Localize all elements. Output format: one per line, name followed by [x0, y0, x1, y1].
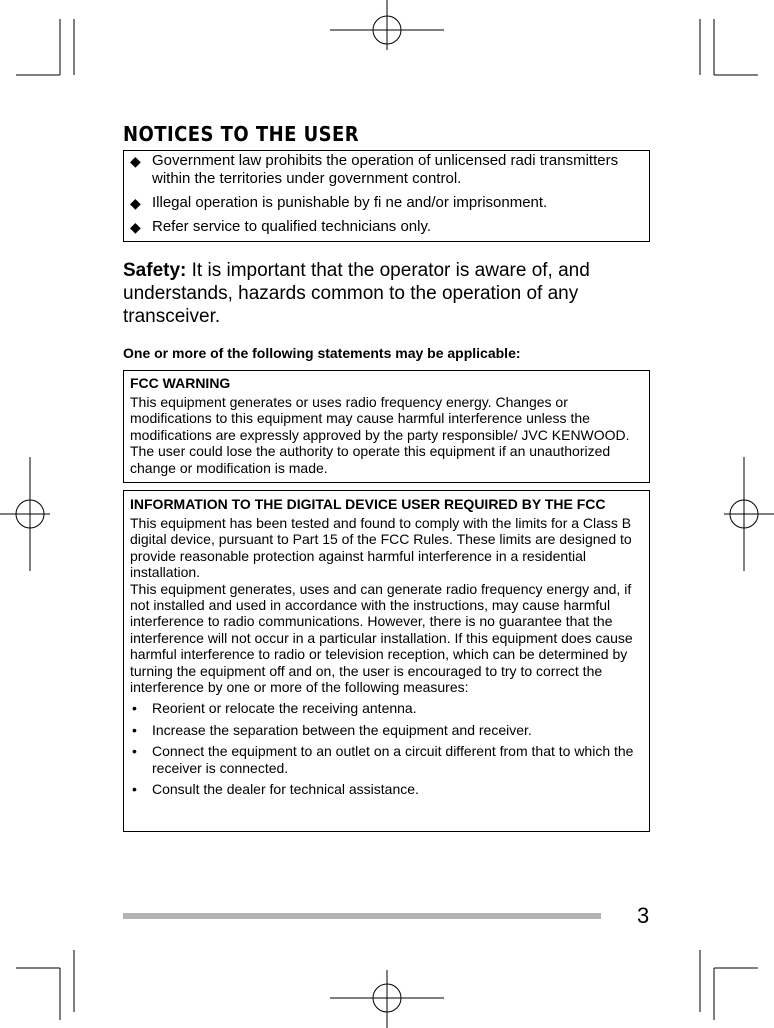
notice-item — [130, 152, 643, 188]
measure-text: Increase the separation between the equipment and receiver. — [152, 721, 532, 738]
measure-item — [130, 743, 643, 776]
digital-device-body — [130, 515, 643, 695]
notice-text: Illegal operation is punishable by fi ne and/or imprisonment. — [152, 194, 548, 211]
digital-device-box — [123, 490, 650, 832]
measure-text: Connect the equipment to an outlet on a circuit different from that to which the receiver is connected. — [152, 743, 634, 776]
safety-label: Safety: — [123, 260, 187, 281]
measure-item — [130, 700, 643, 716]
safety-text: It is important that the operator is aware of, and understands, hazards common to the operation of any transceiver. — [123, 260, 590, 327]
page-number: 3 — [637, 903, 650, 928]
dot-bullet-icon: • — [132, 721, 137, 738]
measure-text: Reorient or relocate the receiving antenna. — [152, 700, 417, 717]
footer-rule — [123, 913, 601, 919]
notice-item — [130, 194, 643, 212]
page-title: NOTICES TO THE USER — [123, 122, 360, 146]
notice-text: Refer service to qualified technicians only. — [152, 218, 432, 235]
dot-bullet-icon: • — [132, 781, 137, 798]
measure-item — [130, 781, 643, 797]
dot-bullet-icon: • — [132, 700, 137, 717]
safety-paragraph — [123, 259, 653, 328]
digital-device-heading: INFORMATION TO THE DIGITAL DEVICE USER REQUIRED BY THE FCC — [130, 496, 606, 512]
diamond-bullet-icon: ◆ — [130, 195, 141, 211]
notice-item — [130, 218, 643, 236]
applicable-heading: One or more of the following statements may be applicable: — [123, 345, 521, 361]
fcc-warning-box — [123, 370, 650, 483]
digital-device-paragraph: This equipment has been tested and found to comply with the limits for a Class B digital device, pursuant to Part 15 of the FCC Rules. These limits are designed to provide reasonable protection against harmful interference in a residential installation. — [130, 515, 632, 581]
fcc-warning-heading: FCC WARNING — [130, 375, 231, 391]
notices-box — [123, 150, 650, 242]
measure-item — [130, 722, 643, 738]
notice-text: Government law prohibits the operation of unlicensed radi transmitters within the territories under government control. — [152, 152, 619, 187]
digital-device-paragraph: This equipment generates, uses and can generate radio frequency energy and, if not installed and used in accordance with the instructions, may cause harmful interference to radio communications. However, there is no guarantee that the interference will not occur in a particular installation. If this equipment does cause harmful interference to radio or television reception, which can be determined by turning the equipment off and on, the user is encouraged to try to correct the interference by one or more of the following measures: — [130, 580, 633, 696]
diamond-bullet-icon: ◆ — [130, 219, 141, 235]
dot-bullet-icon: • — [132, 743, 137, 760]
measure-text: Consult the dealer for technical assistance. — [152, 781, 419, 798]
diamond-bullet-icon: ◆ — [130, 153, 141, 169]
fcc-warning-text: This equipment generates or uses radio frequency energy. Changes or modifications to this equipment may cause harmful interference unless the modifications are expressly approved by the party responsible/ JVC KENWOOD. The user could lose the authority to operate this equipment if an unauthorized change or modification is made. — [130, 394, 630, 476]
